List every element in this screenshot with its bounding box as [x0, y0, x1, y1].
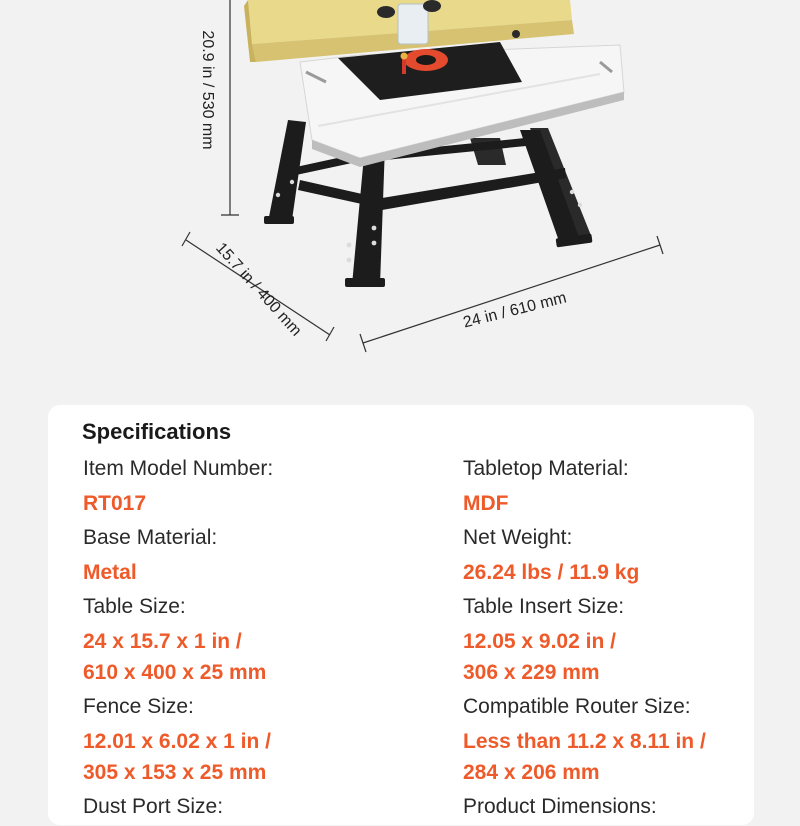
spec-value-line: Less than 11.2 x 8.11 in /: [463, 730, 706, 753]
product-image-area: [0, 0, 800, 400]
spec-value-line: MDF: [463, 492, 509, 515]
spec-value-line: 610 x 400 x 25 mm: [83, 661, 267, 684]
spec-value-line: 306 x 229 mm: [463, 661, 600, 684]
spec-label-fence-size: Fence Size:: [83, 695, 194, 718]
spec-label-table-size: Table Size:: [83, 595, 186, 618]
spec-value-table-insert-size: [463, 626, 706, 688]
specs-left-column: [83, 455, 273, 826]
spec-value-compatible-router-size: [463, 726, 706, 788]
spec-value-base-material: [83, 557, 273, 588]
spec-value-line: 284 x 206 mm: [463, 761, 600, 784]
spec-value-tabletop-material: [463, 488, 706, 519]
spec-label-model: Item Model Number:: [83, 457, 274, 480]
height-dimension-label: 20.9 in / 530 mm: [199, 30, 216, 150]
spec-value-line: 24 x 15.7 x 1 in /: [83, 630, 242, 653]
spec-label-dust-port-size: Dust Port Size:: [83, 795, 224, 818]
spec-label-base-material: Base Material:: [83, 526, 218, 549]
specs-right-column: [463, 455, 706, 826]
spec-label-net-weight: Net Weight:: [463, 526, 573, 549]
spec-label-product-dimensions: Product Dimensions:: [463, 795, 657, 818]
spec-value-line: 305 x 153 x 25 mm: [83, 761, 267, 784]
spec-value-line: 12.01 x 6.02 x 1 in /: [83, 730, 271, 753]
spec-value-line: RT017: [83, 492, 147, 515]
spec-label-table-insert-size: Table Insert Size:: [463, 595, 625, 618]
spec-value-table-size: [83, 626, 273, 688]
spec-value-line: Metal: [83, 561, 137, 584]
spec-value-line: 26.24 lbs / 11.9 kg: [463, 561, 640, 584]
spec-value-model: [83, 488, 273, 519]
width-dimension-label: 24 in / 610 mm: [461, 289, 569, 332]
spec-label-compatible-router-size: Compatible Router Size:: [463, 695, 691, 718]
spec-label-tabletop-material: Tabletop Material:: [463, 457, 629, 480]
specifications-title: Specifications: [82, 419, 232, 444]
router-table-illustration: [0, 0, 800, 400]
depth-dimension-label: 15.7 in / 400 mm: [212, 239, 305, 340]
spec-value-fence-size: [83, 726, 273, 788]
spec-value-line: 12.05 x 9.02 in /: [463, 630, 616, 653]
spec-value-net-weight: [463, 557, 706, 588]
